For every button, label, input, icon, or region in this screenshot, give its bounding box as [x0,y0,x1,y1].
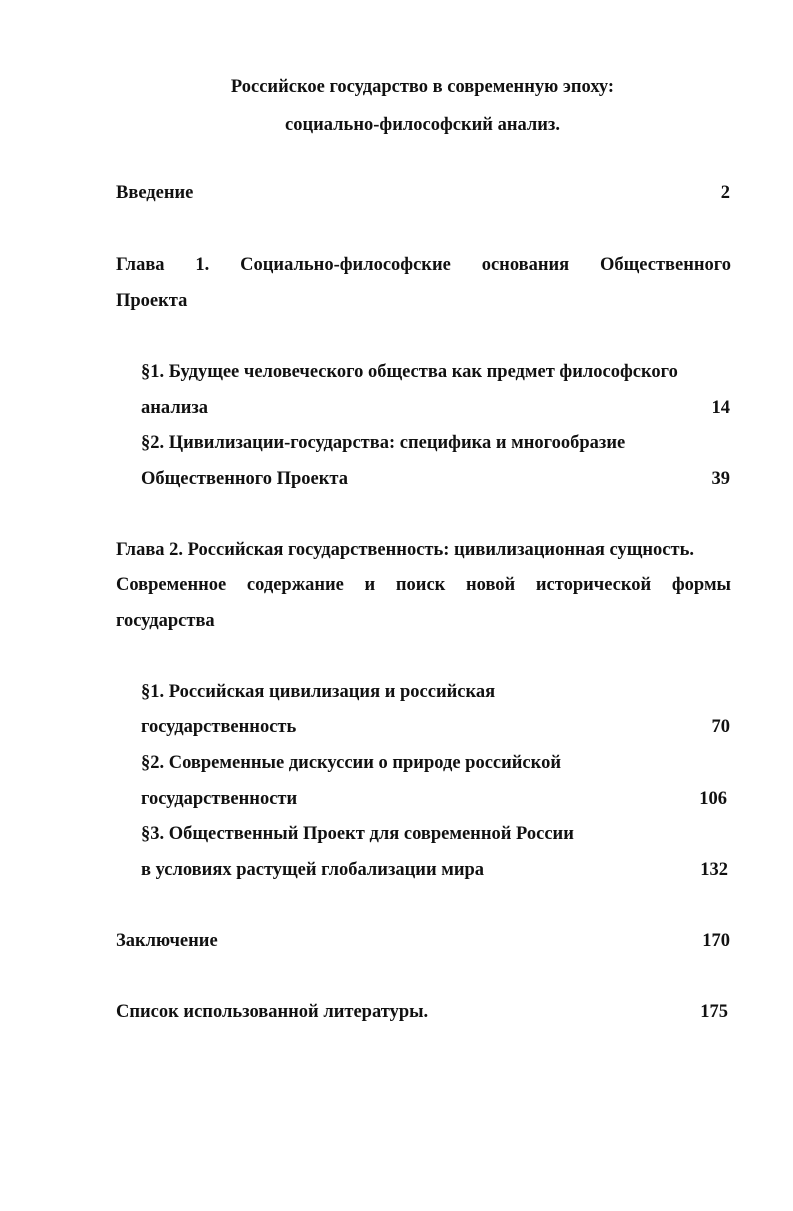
chapter-2-section-2-line-2: государственности [141,789,298,809]
chapter-1-section-1-line-1: §1. Будущее человеческого общества как предмет философского [141,362,678,382]
toc-bibliography-label: Список использованной литературы. [116,1002,429,1022]
toc-bibliography-page: 175 [700,1002,728,1022]
chapter-2-heading-line-2: Современное содержание и поиск новой исторической формы [116,575,731,595]
chapter-2-section-3-line-2: в условиях растущей глобализации мира [141,860,485,880]
toc-introduction-label: Введение [116,183,194,203]
document-title-line-1: Российское государство в современную эпоху: [230,77,615,97]
chapter-1-section-1-line-2: анализа [141,398,209,418]
chapter-2-heading-line-3: государства [116,611,215,631]
chapter-1-section-2-line-2: Общественного Проекта [141,469,348,489]
chapter-1-heading-line-2: Проекта [116,291,188,311]
chapter-2-heading-line-1: Глава 2. Российская государственность: цивилизационная сущность. [116,540,694,560]
chapter-1-section-2-page: 39 [711,469,730,489]
toc-conclusion-label: Заключение [116,931,218,951]
toc-introduction-page: 2 [720,183,730,203]
toc-conclusion-page: 170 [702,931,730,951]
chapter-2-section-2-page: 106 [699,789,727,809]
chapter-2-section-2-line-1: §2. Современные дискуссии о природе российской [141,753,561,773]
chapter-1-section-2-line-1: §2. Цивилизации-государства: специфика и многообразие [141,433,626,453]
chapter-2-section-1-line-1: §1. Российская цивилизация и российская [141,682,496,702]
chapter-2-section-1-page: 70 [711,717,730,737]
chapter-2-section-3-page: 132 [700,860,728,880]
document-title-line-2: социально-философский анализ. [284,115,560,135]
chapter-1-heading-line-1: Глава 1. Социально-философские основания Общественного [116,255,731,275]
chapter-2-section-3-line-1: §3. Общественный Проект для современной России [141,824,574,844]
chapter-1-section-1-page: 14 [711,398,730,418]
chapter-2-section-1-line-2: государственность [141,717,297,737]
